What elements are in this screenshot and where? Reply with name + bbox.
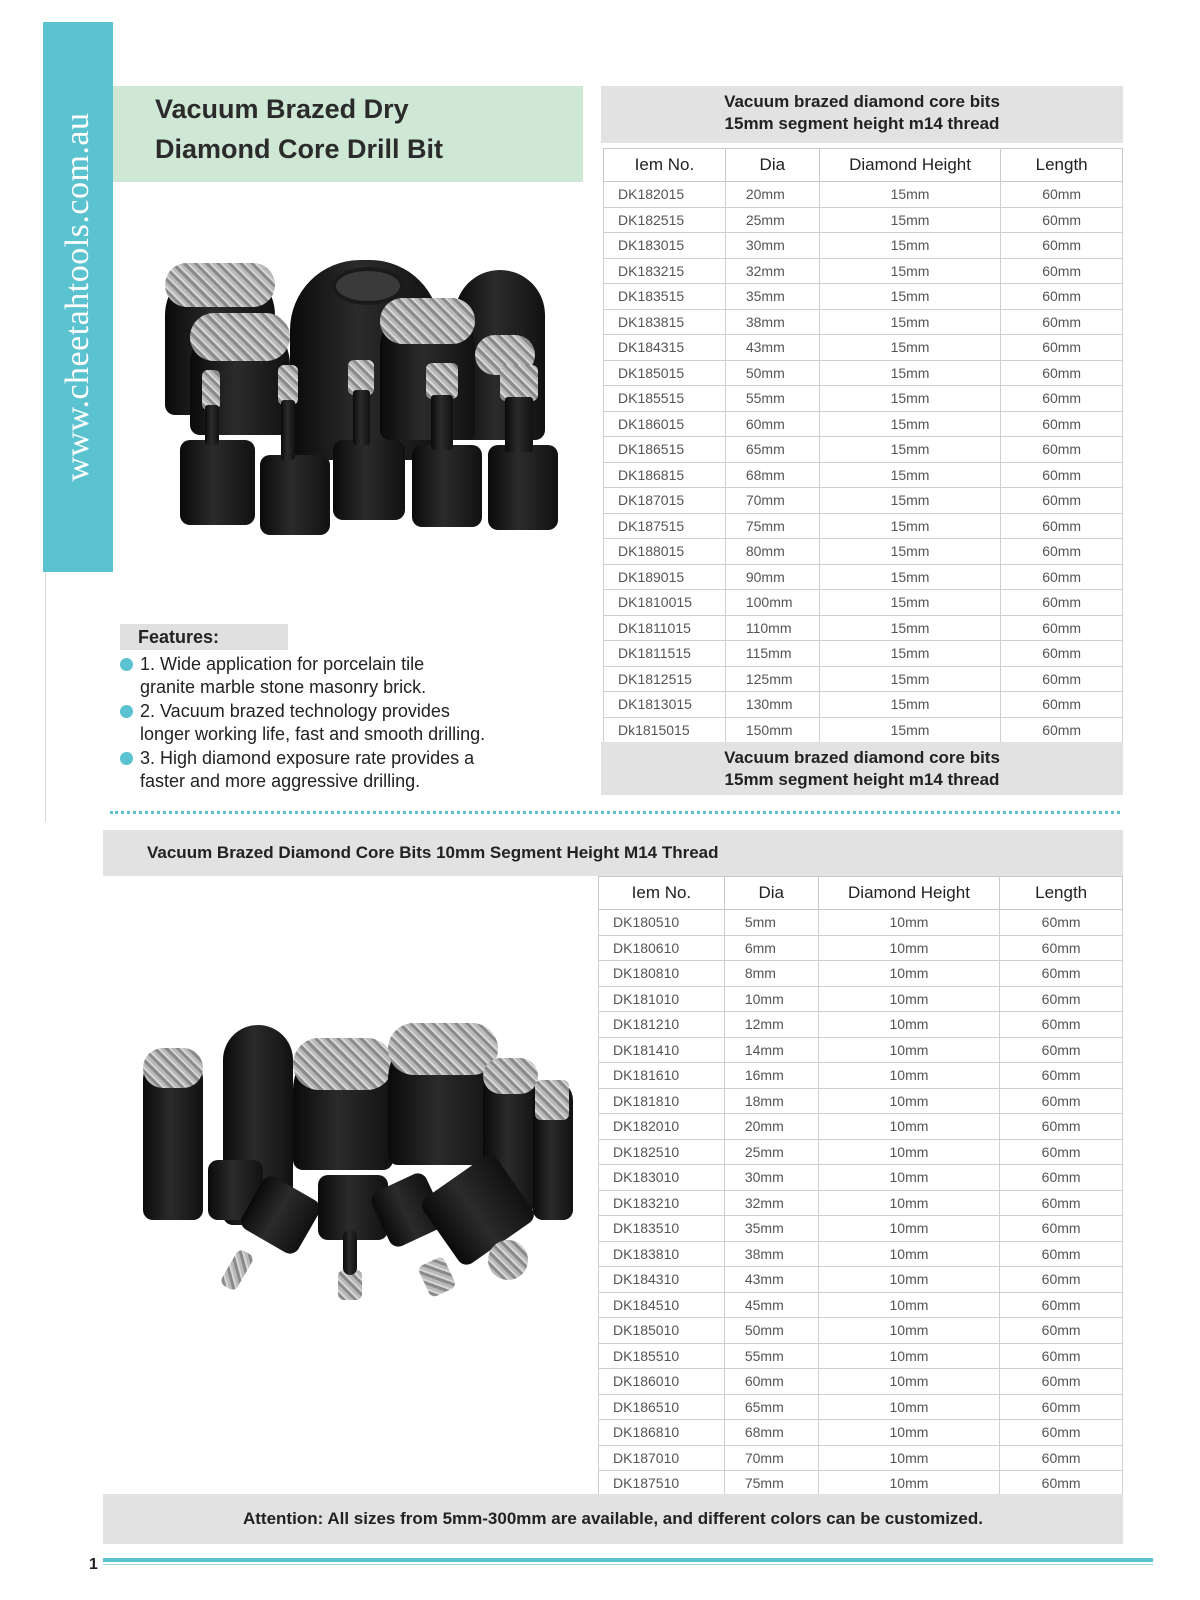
table-row — [599, 1063, 1123, 1089]
table-cell: DK183515 — [604, 284, 726, 310]
table-cell: DK186515 — [604, 437, 726, 463]
table-cell: 60mm — [724, 1369, 818, 1395]
table-cell: 60mm — [1001, 386, 1123, 412]
table-cell: 60mm — [1001, 284, 1123, 310]
table-row — [604, 590, 1123, 616]
table-cell: 60mm — [1000, 961, 1123, 987]
feature-item-2: 2. Vacuum brazed technology provides longer working life, fast and smooth drilling. — [140, 700, 570, 746]
table-cell: 35mm — [724, 1216, 818, 1242]
table-cell: 60mm — [1001, 539, 1123, 565]
table-cell: 10mm — [818, 986, 1000, 1012]
table-row — [599, 910, 1123, 936]
table-cell: DK186810 — [599, 1420, 725, 1446]
attention-notice: Attention: All sizes from 5mm-300mm are available, and different colors can be customized. — [103, 1494, 1123, 1544]
table-cell: 68mm — [725, 462, 819, 488]
table-cell: DK184315 — [604, 335, 726, 361]
table-cell: 10mm — [818, 1267, 1000, 1293]
table-cell: 15mm — [819, 539, 1001, 565]
table-cell: 70mm — [725, 488, 819, 514]
table-cell: 18mm — [724, 1088, 818, 1114]
table-row — [599, 961, 1123, 987]
table-cell: 60mm — [1000, 1139, 1123, 1165]
table-row — [599, 1037, 1123, 1063]
table-row — [599, 1394, 1123, 1420]
table-cell: 60mm — [1001, 564, 1123, 590]
table-cell: DK185510 — [599, 1343, 725, 1369]
table-cell: 10mm — [818, 1471, 1000, 1497]
table-cell: 60mm — [1001, 590, 1123, 616]
table-cell: 10mm — [818, 1088, 1000, 1114]
table-cell: 60mm — [1001, 437, 1123, 463]
table-cell: 60mm — [1000, 1063, 1123, 1089]
table1-header-line-1: Vacuum brazed diamond core bits — [724, 92, 1000, 111]
table-row — [604, 386, 1123, 412]
table-cell: 12mm — [724, 1012, 818, 1038]
table-cell: DK183215 — [604, 258, 726, 284]
table-cell: 60mm — [1000, 1420, 1123, 1446]
table-cell: 55mm — [725, 386, 819, 412]
table-cell: 60mm — [1001, 360, 1123, 386]
table-cell: 60mm — [1000, 1165, 1123, 1191]
table-row — [604, 284, 1123, 310]
table-cell: 60mm — [1001, 207, 1123, 233]
table-cell: 15mm — [819, 360, 1001, 386]
table-row — [599, 1318, 1123, 1344]
feature-item-1: 1. Wide application for porcelain tile granite marble stone masonry brick. — [140, 653, 570, 699]
table-cell: 15mm — [819, 615, 1001, 641]
bottom-rule — [103, 1558, 1153, 1562]
table-cell: DK181810 — [599, 1088, 725, 1114]
table-row — [604, 360, 1123, 386]
table-cell: 45mm — [724, 1292, 818, 1318]
table-cell: 68mm — [724, 1420, 818, 1446]
table-cell: 60mm — [1001, 335, 1123, 361]
table-row — [604, 309, 1123, 335]
table1-footer — [601, 742, 1123, 795]
table-row — [604, 335, 1123, 361]
table-cell: DK185515 — [604, 386, 726, 412]
side-banner — [43, 22, 113, 572]
table-cell: 10mm — [818, 1369, 1000, 1395]
column-header: Diamond Height — [819, 149, 1001, 182]
table-cell: DK182010 — [599, 1114, 725, 1140]
table-cell: 10mm — [818, 1216, 1000, 1242]
table-cell: 10mm — [818, 1394, 1000, 1420]
table-cell: 10mm — [818, 1165, 1000, 1191]
table-cell: 6mm — [724, 935, 818, 961]
table-cell: 15mm — [819, 386, 1001, 412]
table-cell: 14mm — [724, 1037, 818, 1063]
table-cell: 25mm — [725, 207, 819, 233]
table-cell: DK1811515 — [604, 641, 726, 667]
table-cell: 60mm — [725, 411, 819, 437]
table-cell: 75mm — [724, 1471, 818, 1497]
table-cell: DK183810 — [599, 1241, 725, 1267]
table-row — [599, 1088, 1123, 1114]
table-cell: 15mm — [819, 335, 1001, 361]
table-cell: 30mm — [725, 233, 819, 259]
table-cell: DK1812515 — [604, 666, 726, 692]
table-row — [599, 1012, 1123, 1038]
table-cell: 60mm — [1000, 1292, 1123, 1318]
table-cell: DK186010 — [599, 1369, 725, 1395]
table-row — [599, 1369, 1123, 1395]
table-cell: 60mm — [1001, 309, 1123, 335]
table-cell: 10mm — [818, 1318, 1000, 1344]
table-cell: DK180810 — [599, 961, 725, 987]
table-cell: 10mm — [818, 1114, 1000, 1140]
table-row — [604, 437, 1123, 463]
table-row — [604, 717, 1123, 743]
table-cell: 15mm — [819, 564, 1001, 590]
table-cell: 25mm — [724, 1139, 818, 1165]
table-cell: 15mm — [819, 488, 1001, 514]
side-divider-line — [45, 572, 46, 822]
table-cell: 150mm — [725, 717, 819, 743]
table-cell: 10mm — [818, 910, 1000, 936]
table-cell: 60mm — [1000, 1190, 1123, 1216]
table-cell: 30mm — [724, 1165, 818, 1191]
table-cell: 60mm — [1000, 910, 1123, 936]
table-cell: DK182515 — [604, 207, 726, 233]
table-cell: Dk1815015 — [604, 717, 726, 743]
table-cell: 80mm — [725, 539, 819, 565]
table-row — [599, 1216, 1123, 1242]
table-cell: 10mm — [724, 986, 818, 1012]
table-cell: 60mm — [1000, 986, 1123, 1012]
table-cell: DK185010 — [599, 1318, 725, 1344]
table-cell: 15mm — [819, 309, 1001, 335]
table-cell: 15mm — [819, 233, 1001, 259]
table-row — [599, 935, 1123, 961]
column-header: Iem No. — [599, 877, 725, 910]
table-cell: 20mm — [725, 182, 819, 208]
product-photo-15mm — [150, 255, 570, 545]
table-cell: 15mm — [819, 641, 1001, 667]
table-cell: DK180610 — [599, 935, 725, 961]
table-cell: 60mm — [1000, 1012, 1123, 1038]
table-row — [604, 666, 1123, 692]
table-cell: 50mm — [725, 360, 819, 386]
table-cell: 60mm — [1001, 641, 1123, 667]
table-cell: 15mm — [819, 182, 1001, 208]
table-cell: 16mm — [724, 1063, 818, 1089]
table-row — [599, 1445, 1123, 1471]
table-row — [599, 1165, 1123, 1191]
table-cell: 60mm — [1001, 462, 1123, 488]
table-cell: DK181610 — [599, 1063, 725, 1089]
table-cell: 60mm — [1000, 1394, 1123, 1420]
table1-15mm-segment — [603, 148, 1123, 743]
table-row — [604, 513, 1123, 539]
table2-10mm-segment — [598, 876, 1123, 1497]
column-header: Length — [1001, 149, 1123, 182]
table-cell: DK187015 — [604, 488, 726, 514]
title-line-1: Vacuum Brazed Dry — [155, 94, 409, 124]
table-cell: 60mm — [1000, 1471, 1123, 1497]
table1-footer-line-1: Vacuum brazed diamond core bits — [724, 748, 1000, 767]
table-cell: 32mm — [725, 258, 819, 284]
table-row — [604, 692, 1123, 718]
table-cell: DK183210 — [599, 1190, 725, 1216]
table-cell: DK180510 — [599, 910, 725, 936]
table-row — [599, 1343, 1123, 1369]
column-header: Diamond Height — [818, 877, 1000, 910]
table-cell: 60mm — [1001, 717, 1123, 743]
table-cell: DK185015 — [604, 360, 726, 386]
table-row — [599, 1114, 1123, 1140]
table-cell: DK186815 — [604, 462, 726, 488]
table-row — [604, 258, 1123, 284]
table-cell: 60mm — [1000, 1369, 1123, 1395]
table-cell: 60mm — [1001, 258, 1123, 284]
table-row — [599, 1241, 1123, 1267]
table-cell: 15mm — [819, 692, 1001, 718]
table-cell: 50mm — [724, 1318, 818, 1344]
table-cell: DK187515 — [604, 513, 726, 539]
table-cell: DK182015 — [604, 182, 726, 208]
table-row — [604, 539, 1123, 565]
table-header-row — [604, 149, 1123, 182]
table-cell: 15mm — [819, 284, 1001, 310]
dotted-divider — [110, 811, 1120, 814]
table-row — [604, 411, 1123, 437]
table-cell: 60mm — [1000, 1114, 1123, 1140]
table-row — [604, 207, 1123, 233]
title-block — [113, 86, 583, 182]
table-cell: DK181210 — [599, 1012, 725, 1038]
table-row — [599, 1267, 1123, 1293]
table-cell: 15mm — [819, 590, 1001, 616]
table-row — [599, 1139, 1123, 1165]
table-cell: DK184310 — [599, 1267, 725, 1293]
table-cell: 60mm — [1001, 488, 1123, 514]
table-cell: 90mm — [725, 564, 819, 590]
table-cell: DK181410 — [599, 1037, 725, 1063]
table-row — [604, 182, 1123, 208]
table-cell: 10mm — [818, 1012, 1000, 1038]
table-cell: 15mm — [819, 666, 1001, 692]
bullet-icon — [120, 705, 133, 718]
table-cell: 110mm — [725, 615, 819, 641]
table-cell: DK189015 — [604, 564, 726, 590]
table-cell: 60mm — [1000, 1088, 1123, 1114]
table-row — [604, 233, 1123, 259]
table-cell: DK1811015 — [604, 615, 726, 641]
table-cell: 60mm — [1000, 1241, 1123, 1267]
table-cell: DK187010 — [599, 1445, 725, 1471]
table-cell: 43mm — [725, 335, 819, 361]
table-cell: 10mm — [818, 1241, 1000, 1267]
table-cell: 15mm — [819, 437, 1001, 463]
table-cell: DK183510 — [599, 1216, 725, 1242]
table-cell: DK182510 — [599, 1139, 725, 1165]
table-cell: 55mm — [724, 1343, 818, 1369]
table-cell: 10mm — [818, 1037, 1000, 1063]
table-cell: 20mm — [724, 1114, 818, 1140]
table-cell: 10mm — [818, 1063, 1000, 1089]
table-cell: 60mm — [1000, 1037, 1123, 1063]
table-row — [599, 1420, 1123, 1446]
table-cell: 60mm — [1001, 182, 1123, 208]
table-cell: 60mm — [1000, 1267, 1123, 1293]
table-cell: 60mm — [1000, 935, 1123, 961]
table-cell: 15mm — [819, 717, 1001, 743]
table-cell: 100mm — [725, 590, 819, 616]
table-row — [604, 462, 1123, 488]
table-row — [604, 488, 1123, 514]
table-cell: 60mm — [1001, 692, 1123, 718]
column-header: Length — [1000, 877, 1123, 910]
table-cell: DK187510 — [599, 1471, 725, 1497]
table-cell: DK183015 — [604, 233, 726, 259]
table-cell: 125mm — [725, 666, 819, 692]
table1-header-line-2: 15mm segment height m14 thread — [724, 114, 1000, 133]
table-row — [604, 615, 1123, 641]
table-row — [604, 641, 1123, 667]
table-row — [604, 564, 1123, 590]
table-cell: 60mm — [1001, 666, 1123, 692]
table-cell: 5mm — [724, 910, 818, 936]
section2-heading: Vacuum Brazed Diamond Core Bits 10mm Segment Height M14 Thread — [103, 830, 1123, 876]
product-photo-10mm — [138, 1020, 568, 1310]
table-cell: 15mm — [819, 411, 1001, 437]
table-cell: 10mm — [818, 961, 1000, 987]
table-cell: 10mm — [818, 1343, 1000, 1369]
table-row — [599, 1471, 1123, 1497]
table-cell: 32mm — [724, 1190, 818, 1216]
table-cell: DK181010 — [599, 986, 725, 1012]
page-number: 1 — [89, 1556, 98, 1573]
bottom-rule-thin — [103, 1564, 1153, 1565]
table-cell: 15mm — [819, 462, 1001, 488]
table-cell: 15mm — [819, 207, 1001, 233]
column-header: Dia — [724, 877, 818, 910]
table-cell: 10mm — [818, 1445, 1000, 1471]
table-cell: DK183815 — [604, 309, 726, 335]
website-url: www.cheetahtools.com.au — [59, 112, 96, 482]
table-cell: 70mm — [724, 1445, 818, 1471]
table-cell: DK186015 — [604, 411, 726, 437]
table-cell: 60mm — [1001, 233, 1123, 259]
table-cell: 15mm — [819, 258, 1001, 284]
table-cell: 43mm — [724, 1267, 818, 1293]
feature-item-3: 3. High diamond exposure rate provides a faster and more aggressive drilling. — [140, 747, 570, 793]
table-cell: 60mm — [1000, 1445, 1123, 1471]
table1-footer-line-2: 15mm segment height m14 thread — [724, 770, 1000, 789]
table-row — [599, 986, 1123, 1012]
table-cell: 10mm — [818, 1190, 1000, 1216]
table-cell: 10mm — [818, 1420, 1000, 1446]
bullet-icon — [120, 658, 133, 671]
table-cell: 38mm — [724, 1241, 818, 1267]
table1-header — [601, 86, 1123, 143]
column-header: Dia — [725, 149, 819, 182]
table-cell: 130mm — [725, 692, 819, 718]
table-header-row — [599, 877, 1123, 910]
table-cell: DK188015 — [604, 539, 726, 565]
table-cell: 65mm — [725, 437, 819, 463]
table-cell: 115mm — [725, 641, 819, 667]
features-heading: Features: — [120, 624, 288, 650]
table-row — [599, 1292, 1123, 1318]
table-cell: DK1813015 — [604, 692, 726, 718]
table-cell: DK184510 — [599, 1292, 725, 1318]
table-cell: 10mm — [818, 1292, 1000, 1318]
table-cell: 60mm — [1001, 411, 1123, 437]
table-cell: 65mm — [724, 1394, 818, 1420]
table-cell: 15mm — [819, 513, 1001, 539]
table-cell: DK186510 — [599, 1394, 725, 1420]
table-cell: 60mm — [1000, 1216, 1123, 1242]
title-line-2: Diamond Core Drill Bit — [155, 134, 444, 164]
table-cell: 60mm — [1001, 513, 1123, 539]
table-row — [599, 1190, 1123, 1216]
table-cell: 38mm — [725, 309, 819, 335]
bullet-icon — [120, 752, 133, 765]
table-cell: 10mm — [818, 935, 1000, 961]
table-cell: 75mm — [725, 513, 819, 539]
table-cell: DK1810015 — [604, 590, 726, 616]
table-cell: 60mm — [1000, 1318, 1123, 1344]
table-cell: 60mm — [1001, 615, 1123, 641]
table-cell: 60mm — [1000, 1343, 1123, 1369]
table-cell: 10mm — [818, 1139, 1000, 1165]
table-cell: 8mm — [724, 961, 818, 987]
table-cell: DK183010 — [599, 1165, 725, 1191]
table-cell: 35mm — [725, 284, 819, 310]
column-header: Iem No. — [604, 149, 726, 182]
